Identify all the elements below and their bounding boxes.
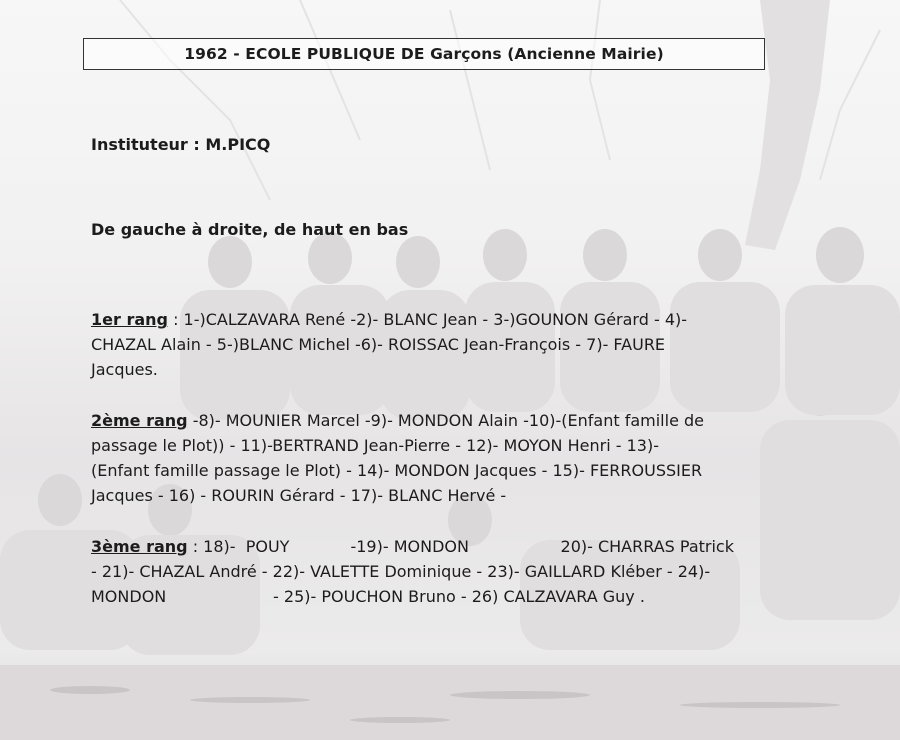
rank-3-line: - 21)- CHAZAL André - 22)- VALETTE Dominique - 23)- GAILLARD Kléber - 24)-	[91, 562, 711, 581]
rank-1-line: : 1-)CALZAVARA René -2)- BLANC Jean - 3-)GOUNON Gérard - 4)-	[167, 310, 688, 329]
rank-2-paragraph	[91, 408, 751, 508]
rank-3-line: MONDON - 25)- POUCHON Bruno - 26) CALZAVARA Guy .	[91, 587, 645, 606]
rank-1-line: CHAZAL Alain - 5-)BLANC Michel -6)- ROISSAC Jean-François - 7)- FAURE	[91, 335, 666, 354]
rank-3-label: 3ème rang	[91, 537, 188, 556]
rank-1-label: 1er rang	[91, 310, 168, 329]
rank-2-line: Jacques - 16) - ROURIN Gérard - 17)- BLANC Hervé -	[91, 486, 507, 505]
document-title-box	[83, 38, 765, 70]
teacher-line: Instituteur : M.PICQ	[91, 135, 271, 154]
rank-2-line: (Enfant famille passage le Plot) - 14)- MONDON Jacques - 15)- FERROUSSIER	[91, 461, 703, 480]
rank-1-paragraph	[91, 307, 751, 382]
rank-2-line: -8)- MOUNIER Marcel -9)- MONDON Alain -10)-(Enfant famille de	[187, 411, 704, 430]
rank-3-line: : 18)- POUY -19)- MONDON 20)- CHARRAS Patrick	[187, 537, 734, 556]
rank-2-label: 2ème rang	[91, 411, 188, 430]
reading-direction: De gauche à droite, de haut en bas	[91, 220, 409, 239]
rank-1-line: Jacques.	[91, 360, 158, 379]
document-title: 1962 - ECOLE PUBLIQUE DE Garçons (Ancienne Mairie)	[184, 45, 664, 63]
rank-3-paragraph	[91, 534, 751, 609]
rank-2-line: passage le Plot)) - 11)-BERTRAND Jean-Pierre - 12)- MOYON Henri - 13)-	[91, 436, 659, 455]
